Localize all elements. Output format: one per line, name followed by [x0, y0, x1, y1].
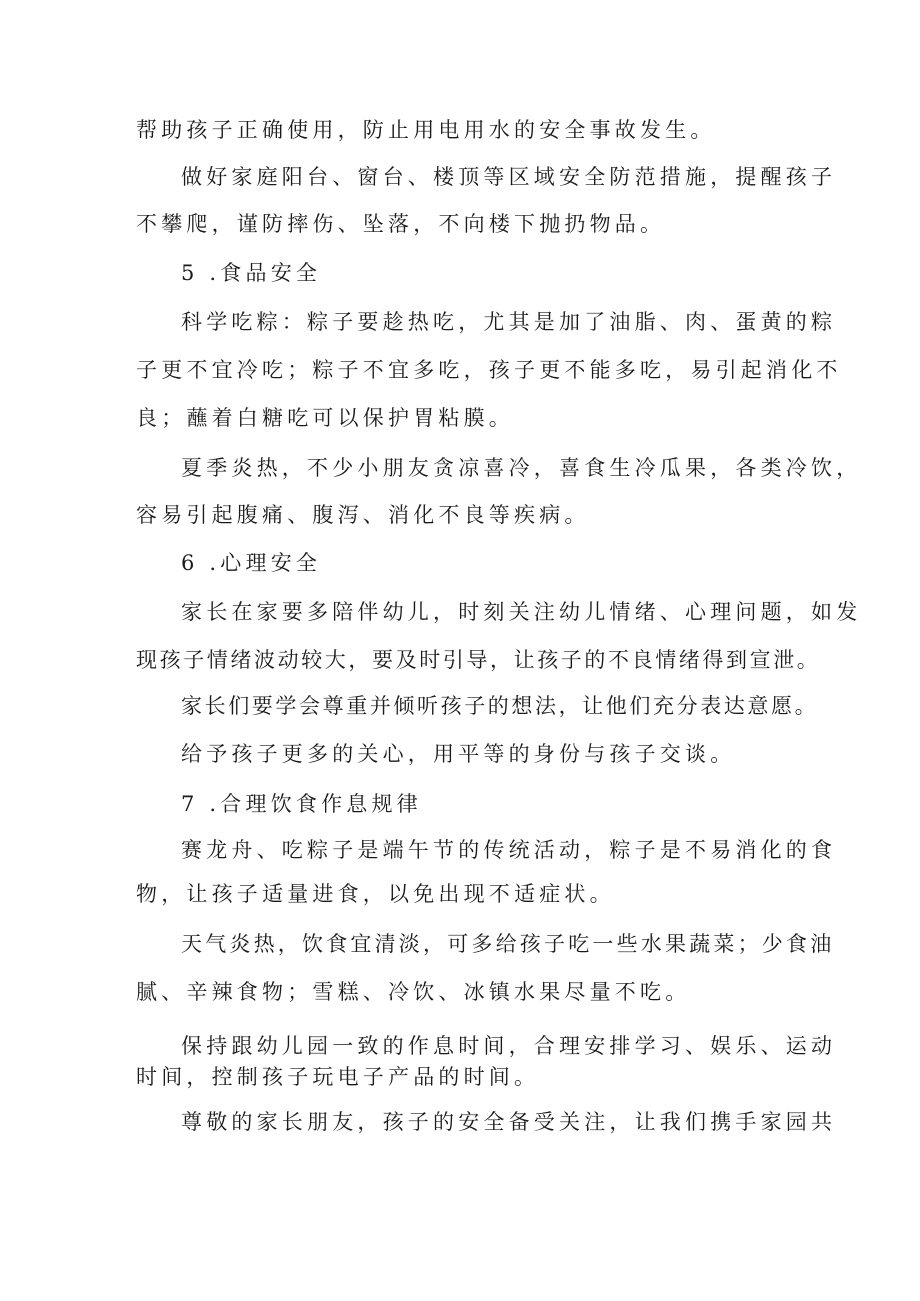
paragraph-line: 不攀爬，谨防摔伤、坠落，不向楼下抛扔物品。 — [136, 212, 666, 236]
paragraph-line: 子更不宜冷吃；粽子不宜多吃，孩子更不能多吃，易引起消化不 — [136, 358, 842, 382]
paragraph-line: 腻、辛辣食物；雪糕、冷饮、冰镇水果尽量不吃。 — [136, 980, 691, 1004]
paragraph-line: 赛龙舟、吃粽子是端午节的传统活动，粽子是不易消化的食 — [181, 838, 837, 862]
paragraph-line: 做好家庭阳台、窗台、楼顶等区域安全防范措施，提醒孩子 — [181, 165, 837, 189]
paragraph-line: 物，让孩子适量进食，以免出现不适症状。 — [136, 882, 615, 906]
paragraph-line: 良；蘸着白糖吃可以保护胃粘膜。 — [136, 406, 514, 430]
paragraph-line: 天气炎热，饮食宜清淡，可多给孩子吃一些水果蔬菜；少食油 — [181, 932, 835, 956]
paragraph-line: 家长们要学会尊重并倾听孩子的想法，让他们充分表达意愿。 — [181, 694, 819, 718]
paragraph-line: 容易引起腹痛、腹泻、消化不良等疾病。 — [136, 503, 590, 527]
section-heading-diet-routine: 7 .合理饮食作息规律 — [181, 792, 422, 816]
paragraph-line: 帮助孩子正确使用，防止用电用水的安全事故发生。 — [136, 118, 716, 142]
section-heading-psychological-safety: 6 .心理安全 — [181, 551, 322, 575]
paragraph-line: 科学吃粽：粽子要趁热吃，尤其是加了油脂、肉、蛋黄的粽 — [181, 310, 837, 334]
paragraph-line: 夏季炎热，不少小朋友贪凉喜冷，喜食生冷瓜果，各类冷饮， — [181, 456, 862, 480]
section-heading-food-safety: 5 .食品安全 — [181, 261, 322, 285]
paragraph-line: 家长在家要多陪伴幼儿，时刻关注幼儿情绪、心理问题，如发 — [181, 600, 862, 624]
paragraph-line: 时间，控制孩子玩电子产品的时间。 — [136, 1065, 540, 1089]
paragraph-line: 尊敬的家长朋友，孩子的安全备受关注，让我们携手家园共 — [181, 1110, 837, 1134]
paragraph-line: 给予孩子更多的关心，用平等的身份与孩子交谈。 — [181, 742, 736, 766]
paragraph-line: 保持跟幼儿园一致的作息时间，合理安排学习、娱乐、运动 — [181, 1034, 837, 1058]
paragraph-line: 现孩子情绪波动较大，要及时引导，让孩子的不良情绪得到宣泄。 — [136, 648, 821, 672]
